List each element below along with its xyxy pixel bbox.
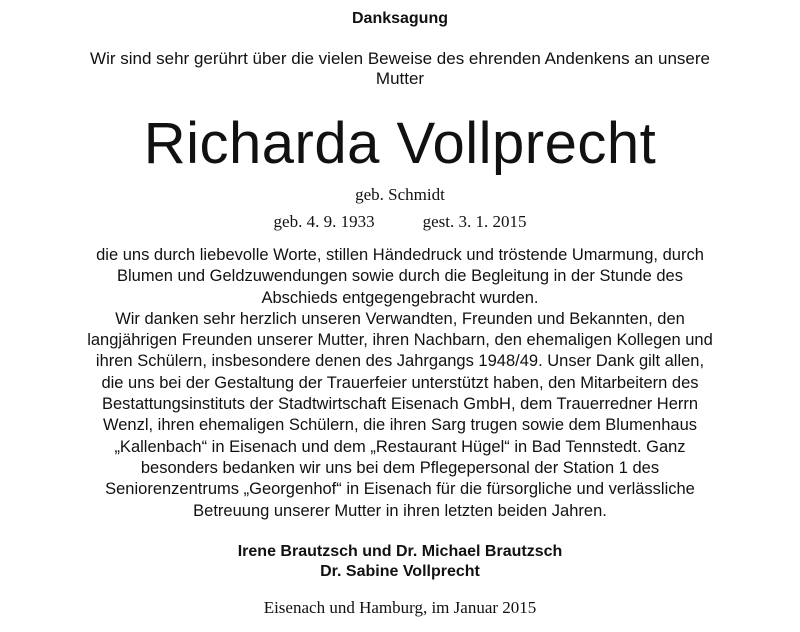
intro-line: Mutter (375, 69, 425, 88)
body-line: Betreuung unserer Mutter in ihren letzten beiden Jahren. (193, 501, 607, 520)
deceased-name: Richarda Vollprecht (143, 111, 657, 176)
body-line: besonders bedanken wir uns bei dem Pflegepersonal der Station 1 des (140, 458, 660, 477)
death-date: gest. 3. 1. 2015 (422, 212, 527, 231)
intro-text (0, 49, 800, 89)
signer-line: Dr. Sabine Vollprecht (320, 563, 480, 580)
body-line: langjährigen Freunden unserer Mutter, ihren Nachbarn, den ehemaligen Kollegen und (87, 331, 713, 350)
body-line: Wenzl, ihren ehemaligen Schülern, die ihren Sarg trugen sowie dem Blumenhaus (102, 416, 698, 435)
birth-name: geb. Schmidt (355, 185, 445, 204)
signers (0, 542, 800, 582)
intro-line: Wir sind sehr gerührt über die vielen Beweise des ehrenden Andenkens an unsere (90, 49, 710, 68)
body-line: die uns bei der Gestaltung der Trauerfeier unterstützt haben, den Mitarbeitern des (101, 373, 699, 392)
body-text (0, 245, 800, 522)
body-line: die uns durch liebevolle Worte, stillen Händedruck und tröstende Umarmung, durch (96, 246, 704, 264)
signer-line: Irene Brautzsch und Dr. Michael Brautzsch (237, 543, 563, 560)
body-line: Abschieds entgegengebracht wurden. (261, 288, 539, 307)
life-dates (0, 212, 800, 232)
body-line: Blumen und Geldzuwendungen sowie durch die Begleitung in der Stunde des (117, 267, 683, 286)
birth-date: geb. 4. 9. 1933 (273, 212, 375, 231)
body-line: Wir danken sehr herzlich unseren Verwandten, Freunden und Bekannten, den (115, 309, 685, 328)
body-line: Seniorenzentrums „Georgenhof“ in Eisenach für die fürsorgliche und verlässliche (105, 480, 695, 499)
body-line: ihren Schülern, insbesondere denen des Jahrgangs 1948/49. Unser Dank gilt allen, (95, 352, 705, 371)
heading: Danksagung (351, 10, 448, 27)
body-line: „Kallenbach“ in Eisenach und dem „Restaurant Hügel“ in Bad Tennstedt. Ganz (114, 437, 686, 456)
body-line: Bestattungsinstituts der Stadtwirtschaft Eisenach GmbH, dem Trauerredner Herrn (101, 395, 699, 414)
place-date: Eisenach und Hamburg, im Januar 2015 (263, 598, 537, 617)
